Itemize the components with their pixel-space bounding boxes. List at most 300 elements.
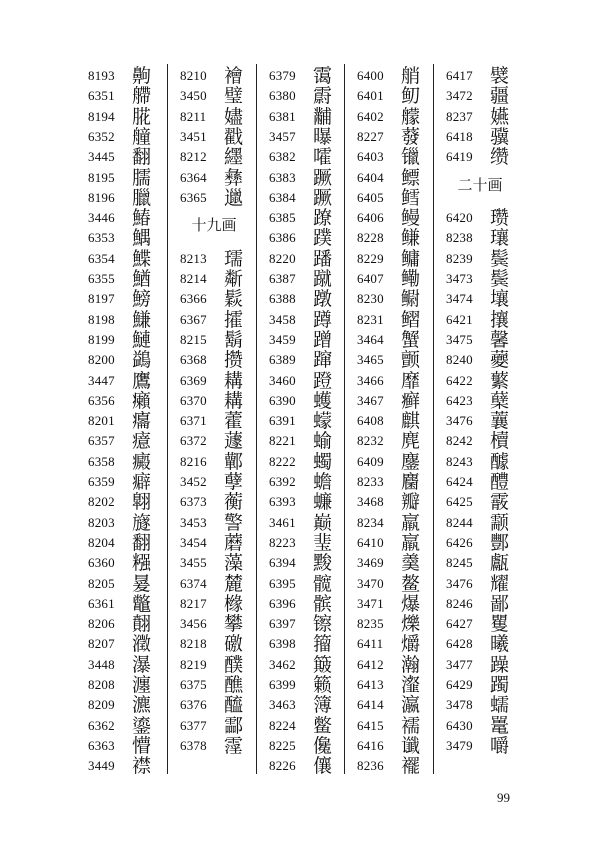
hanzi-character: 髋 (313, 572, 333, 595)
hanzi-character: 旞 (132, 511, 152, 534)
hanzi-character: 巅 (313, 511, 333, 534)
hanzi-character: 攒 (224, 349, 244, 372)
character-code: 3471 (357, 595, 384, 611)
hanzi-character: 鳓 (401, 268, 421, 290)
character-code: 6407 (357, 271, 384, 286)
hanzi-character: 蟾 (313, 471, 333, 493)
character-code: 6361 (88, 595, 115, 611)
hanzi-character: 羹 (401, 552, 421, 575)
hanzi-character: 翻 (132, 531, 152, 554)
character-code: 6396 (269, 595, 296, 611)
hanzi-character: 骥 (490, 125, 510, 148)
character-code: 8195 (88, 169, 115, 185)
hanzi-character: 襟 (132, 755, 152, 778)
character-code: 6364 (180, 169, 207, 185)
hanzi-character: 酆 (490, 531, 510, 554)
character-code: 8224 (269, 717, 296, 733)
character-entry (170, 186, 258, 210)
character-code: 8226 (269, 758, 296, 774)
character-code: 6412 (357, 656, 384, 672)
character-code: 8239 (446, 250, 473, 266)
hanzi-character: 黼 (313, 105, 333, 128)
character-code: 6399 (269, 677, 296, 692)
character-code: 8227 (357, 128, 384, 144)
character-code: 8240 (446, 352, 473, 368)
hanzi-character: 簿 (313, 694, 333, 717)
character-code: 6405 (357, 189, 384, 205)
character-code: 6371 (180, 413, 207, 429)
character-code: 8202 (88, 494, 115, 510)
character-code: 8245 (446, 555, 473, 571)
hanzi-character: 㬊 (132, 572, 152, 595)
character-code: 3457 (269, 128, 296, 144)
character-code: 6365 (180, 189, 207, 205)
character-code: 8214 (180, 271, 207, 286)
character-code: 8232 (357, 433, 384, 449)
character-code: 3474 (446, 291, 473, 307)
character-column-1 (78, 64, 166, 784)
character-code: 8225 (269, 737, 296, 753)
character-code: 8201 (88, 413, 115, 429)
hanzi-character: 黢 (313, 552, 333, 575)
character-code: 8196 (88, 189, 115, 205)
hanzi-character: 鬓 (490, 247, 510, 270)
hanzi-character: 鰌 (132, 268, 152, 290)
hanzi-character: 疆 (490, 85, 510, 108)
character-column-4 (347, 64, 435, 784)
hanzi-character: 藻 (224, 552, 244, 575)
character-column-2 (170, 64, 258, 784)
character-code: 3466 (357, 372, 384, 388)
hanzi-character: 蹼 (313, 227, 333, 250)
character-entry (78, 754, 166, 778)
character-code: 3448 (88, 656, 115, 672)
hanzi-character: 鷹 (132, 369, 152, 392)
hanzi-character: 蠕 (490, 694, 510, 717)
character-code: 6429 (446, 677, 473, 692)
hanzi-character: 嚯 (313, 146, 333, 169)
character-code: 8211 (180, 108, 207, 124)
character-code: 8246 (446, 595, 473, 611)
hanzi-character: 瓖 (490, 227, 510, 250)
character-code: 6384 (269, 189, 296, 205)
hanzi-character: 鼈 (132, 592, 152, 615)
hanzi-character: 醯 (224, 694, 244, 717)
character-code: 8209 (88, 697, 115, 713)
character-code: 6377 (180, 717, 207, 733)
character-code: 6366 (180, 291, 207, 307)
character-code: 6390 (269, 392, 296, 408)
character-code: 6385 (269, 210, 296, 226)
character-code: 8210 (180, 68, 207, 83)
character-code: 8197 (88, 291, 115, 307)
hanzi-character: 蘅 (224, 491, 244, 514)
character-code: 6422 (446, 372, 473, 388)
character-code: 8244 (446, 514, 473, 530)
hanzi-character: 臘 (132, 186, 152, 209)
hanzi-character: 蹶 (313, 186, 333, 209)
hanzi-character: 镲 (313, 613, 333, 636)
character-code: 3455 (180, 555, 207, 571)
character-code: 6427 (446, 616, 473, 632)
character-code: 8222 (269, 453, 296, 469)
character-code: 6352 (88, 128, 115, 144)
hanzi-character: 鷁 (132, 349, 152, 372)
character-code: 6356 (88, 392, 115, 408)
character-code: 8217 (180, 595, 207, 611)
character-code: 8198 (88, 311, 115, 327)
hanzi-character: 㬸 (132, 105, 152, 128)
character-code: 6406 (357, 210, 384, 226)
hanzi-character: 爍 (401, 613, 421, 636)
character-code: 6369 (180, 372, 207, 388)
character-code: 3447 (88, 372, 115, 388)
character-code: 6351 (88, 88, 115, 104)
character-code: 8205 (88, 575, 115, 591)
character-code: 8212 (180, 149, 207, 165)
hanzi-character: 鰆 (132, 207, 152, 230)
hanzi-character: 警 (224, 511, 244, 534)
hanzi-character: 蕟 (401, 125, 421, 148)
character-code: 6402 (357, 108, 384, 124)
hanzi-character: 麕 (401, 471, 421, 493)
character-entry (347, 754, 435, 778)
character-code: 3445 (88, 149, 115, 165)
character-code: 8230 (357, 291, 384, 307)
hanzi-character: 麒 (401, 410, 421, 433)
hanzi-character: 霪 (224, 734, 244, 757)
character-code: 3449 (88, 758, 115, 774)
hanzi-character: 艟 (132, 125, 152, 148)
character-code: 3446 (88, 210, 115, 226)
character-code: 6372 (180, 433, 207, 449)
character-code: 3464 (357, 331, 384, 347)
character-code: 8238 (446, 230, 473, 246)
character-code: 8243 (446, 453, 473, 469)
hanzi-character: 蠓 (313, 410, 333, 433)
character-code: 6393 (269, 494, 296, 510)
hanzi-character: 戳 (224, 125, 244, 148)
character-code: 6410 (357, 534, 384, 550)
character-code: 3478 (446, 697, 473, 713)
hanzi-character: 瀑 (132, 653, 152, 676)
character-code: 3473 (446, 271, 473, 286)
hanzi-character: 麓 (224, 572, 244, 595)
character-entry (170, 734, 258, 758)
character-column-5 (436, 64, 524, 784)
character-code: 3458 (269, 311, 296, 327)
hanzi-character: 蘖 (490, 389, 510, 412)
hanzi-character: 癜 (132, 450, 152, 473)
hanzi-character: 鳒 (401, 227, 421, 250)
character-code: 8242 (446, 433, 473, 449)
hanzi-character: 爝 (401, 633, 421, 656)
character-code: 3475 (446, 331, 473, 347)
hanzi-character: 艜 (132, 85, 152, 108)
hanzi-character: 艨 (401, 105, 421, 128)
stroke-count-heading: 二十画 (457, 175, 503, 194)
hanzi-character: 攘 (490, 308, 510, 331)
character-code: 6379 (269, 68, 296, 83)
character-code: 8231 (357, 311, 384, 327)
character-code: 6386 (269, 230, 296, 246)
hanzi-character: 壤 (490, 288, 510, 311)
hanzi-character: 鄙 (490, 592, 510, 615)
hanzi-character: 缵 (490, 146, 510, 169)
character-code: 8235 (357, 616, 384, 632)
character-column-3 (259, 64, 347, 784)
hanzi-character: 躁 (490, 653, 510, 676)
hanzi-character: 甗 (490, 552, 510, 575)
hanzi-character: 襬 (401, 755, 421, 778)
character-code: 6421 (446, 311, 473, 327)
character-code: 6367 (180, 311, 207, 327)
hanzi-character: 礉 (224, 633, 244, 656)
character-code: 6391 (269, 413, 296, 429)
hanzi-character: 簸 (313, 653, 333, 676)
character-code: 3453 (180, 514, 207, 530)
character-code: 3469 (357, 555, 384, 571)
character-code: 8236 (357, 758, 384, 774)
hanzi-character: 麂 (401, 430, 421, 453)
hanzi-character: 蘷 (490, 349, 510, 372)
character-code: 3463 (269, 697, 296, 713)
hanzi-character: 鳕 (401, 186, 421, 209)
character-code: 3461 (269, 514, 296, 530)
hanzi-character: 蠊 (313, 491, 333, 514)
character-code: 6411 (357, 636, 384, 652)
hanzi-character: 鳖 (313, 714, 333, 737)
hanzi-character: 醮 (224, 674, 244, 696)
character-code: 3452 (180, 474, 207, 489)
hanzi-character: 瀣 (401, 674, 421, 696)
character-code: 8234 (357, 514, 384, 530)
character-code: 3451 (180, 128, 207, 144)
hanzi-character: 镴 (401, 146, 421, 169)
character-code: 3477 (446, 656, 473, 672)
hanzi-character: 鰈 (132, 247, 152, 270)
character-code: 8228 (357, 230, 384, 246)
character-entry (436, 145, 524, 169)
character-code: 6376 (180, 697, 207, 713)
hanzi-character: 瀚 (401, 653, 421, 676)
character-code: 6378 (180, 737, 207, 753)
hanzi-character: 翺 (132, 491, 152, 514)
hanzi-character: 躅 (490, 674, 510, 696)
character-code: 6395 (269, 575, 296, 591)
hanzi-character: 瀍 (132, 674, 152, 696)
hanzi-character: 酃 (224, 714, 244, 737)
hanzi-character: 鰱 (132, 328, 152, 351)
hanzi-character: 耀 (490, 572, 510, 595)
hanzi-character: 㻗 (313, 531, 333, 554)
hanzi-character: 耩 (224, 389, 244, 412)
hanzi-character: 瓣 (401, 491, 421, 514)
hanzi-character: 孽 (224, 471, 244, 493)
hanzi-character: 鳔 (401, 166, 421, 189)
hanzi-character: 鬏 (224, 288, 244, 311)
character-code: 6383 (269, 169, 296, 185)
character-code: 6394 (269, 555, 296, 571)
character-code: 6418 (446, 128, 473, 144)
character-code: 6401 (357, 88, 384, 104)
character-code: 8237 (446, 108, 473, 124)
hanzi-character: 爆 (401, 592, 421, 615)
hanzi-character: 羸 (401, 511, 421, 534)
hanzi-character: 懵 (132, 734, 152, 757)
character-code: 6408 (357, 413, 384, 429)
character-code: 6357 (88, 433, 115, 449)
hanzi-character: 鳛 (401, 308, 421, 331)
character-code: 6430 (446, 717, 473, 733)
hanzi-character: 攉 (224, 308, 244, 331)
character-code: 6428 (446, 636, 473, 652)
character-code: 8221 (269, 433, 296, 449)
hanzi-character: 矍 (490, 613, 510, 636)
character-code: 8203 (88, 514, 115, 530)
character-code: 6400 (357, 68, 384, 83)
character-code: 8207 (88, 636, 115, 652)
character-code: 3479 (446, 737, 473, 753)
hanzi-character: 颥 (490, 511, 510, 534)
character-code: 8193 (88, 68, 115, 83)
hanzi-character: 橼 (224, 592, 244, 615)
character-code: 6388 (269, 291, 296, 307)
character-code: 8220 (269, 250, 296, 266)
character-code: 6389 (269, 352, 296, 368)
hanzi-character: 醵 (490, 450, 510, 473)
hanzi-character: 齁 (132, 65, 152, 87)
hanzi-character: 瀌 (132, 694, 152, 717)
hanzi-character: 耩 (224, 369, 244, 392)
stroke-count-heading: 十九画 (191, 216, 237, 235)
character-code: 3459 (269, 331, 296, 347)
character-code: 6381 (269, 108, 296, 124)
character-code: 6420 (446, 210, 473, 226)
character-code: 3456 (180, 616, 207, 632)
character-code: 6370 (180, 392, 207, 408)
character-code: 3476 (446, 575, 473, 591)
character-code: 6353 (88, 230, 115, 246)
hanzi-character: 糨 (132, 552, 152, 575)
character-code: 8206 (88, 616, 115, 632)
character-code: 6416 (357, 737, 384, 753)
hanzi-character: 瓀 (224, 247, 244, 270)
character-code: 8194 (88, 108, 115, 124)
hanzi-character: 纆 (224, 146, 244, 169)
hanzi-character: 襞 (490, 65, 510, 87)
hanzi-character: 蘧 (224, 430, 244, 453)
hanzi-character: 儳 (313, 734, 333, 757)
hanzi-character: 曝 (313, 125, 333, 148)
character-code: 6355 (88, 271, 115, 286)
hanzi-character: 嬧 (224, 105, 244, 128)
hanzi-character: 霰 (490, 491, 510, 514)
character-code: 8219 (180, 656, 207, 672)
hanzi-character: 蹾 (313, 288, 333, 311)
hanzi-character: 翻 (132, 146, 152, 169)
character-code: 6403 (357, 149, 384, 165)
hanzi-character: 蹭 (313, 328, 333, 351)
hanzi-character: 邋 (224, 186, 244, 209)
page-number: 99 (497, 790, 510, 805)
character-code: 6424 (446, 474, 473, 489)
character-code: 8215 (180, 331, 207, 347)
hanzi-character: 蝓 (313, 430, 333, 453)
character-code: 6417 (446, 68, 473, 83)
hanzi-character: 瀛 (401, 694, 421, 717)
character-code: 6392 (269, 474, 296, 489)
hanzi-character: 嚼 (490, 734, 510, 757)
character-code: 6363 (88, 737, 115, 753)
character-code: 6387 (269, 271, 296, 286)
character-code: 8218 (180, 636, 207, 652)
hanzi-character: 彝 (224, 166, 244, 189)
hanzi-character: 蘘 (490, 410, 510, 433)
hanzi-character: 籀 (313, 633, 333, 656)
hanzi-character: 櫝 (490, 430, 510, 453)
hanzi-character: 鳌 (401, 572, 421, 595)
hanzi-character: 艄 (401, 65, 421, 87)
hanzi-character: 蠖 (313, 389, 333, 412)
character-code: 8199 (88, 331, 115, 347)
hanzi-character: 蠋 (313, 450, 333, 473)
hanzi-character: 癖 (132, 471, 152, 493)
character-code: 8200 (88, 352, 115, 368)
hanzi-character: 鏖 (401, 450, 421, 473)
hanzi-character: 鰜 (132, 308, 152, 331)
hanzi-character: 癣 (401, 389, 421, 412)
hanzi-character: 鰟 (132, 288, 152, 311)
hanzi-character: 蹴 (313, 268, 333, 290)
hanzi-character: 翸 (132, 613, 152, 636)
character-code: 6404 (357, 169, 384, 185)
character-entry (259, 754, 347, 778)
hanzi-character: 鬓 (490, 268, 510, 290)
character-code: 6413 (357, 677, 384, 692)
hanzi-character: 蹬 (313, 369, 333, 392)
character-code: 8204 (88, 534, 115, 550)
hanzi-character: 霨 (313, 85, 333, 108)
hanzi-character: 臑 (132, 166, 152, 189)
hanzi-character: 蘑 (224, 531, 244, 554)
hanzi-character: 鎏 (132, 714, 152, 737)
hanzi-character: 嬿 (490, 105, 510, 128)
hanzi-character: 鄿 (224, 450, 244, 473)
character-code: 3472 (446, 88, 473, 104)
hanzi-character: 蟹 (401, 328, 421, 351)
hanzi-character: 襦 (401, 714, 421, 737)
hanzi-character: 襘 (224, 65, 244, 87)
character-code: 3467 (357, 392, 384, 408)
hanzi-character: 藿 (224, 410, 244, 433)
hanzi-character: 蹯 (313, 247, 333, 270)
character-code: 3450 (180, 88, 207, 104)
character-code: 8229 (357, 250, 384, 266)
hanzi-character: 斴 (224, 268, 244, 290)
hanzi-character: 鰅 (132, 227, 152, 250)
character-code: 6409 (357, 453, 384, 469)
hanzi-character: 蹽 (313, 207, 333, 230)
hanzi-character: 谶 (401, 734, 421, 757)
column-divider (167, 64, 168, 774)
hanzi-character: 靡 (401, 369, 421, 392)
character-code: 6375 (180, 677, 207, 692)
hanzi-character: 髌 (313, 592, 333, 615)
hanzi-character: 颤 (401, 349, 421, 372)
hanzi-character: 儴 (313, 755, 333, 778)
hanzi-character: 鱽 (401, 85, 421, 108)
